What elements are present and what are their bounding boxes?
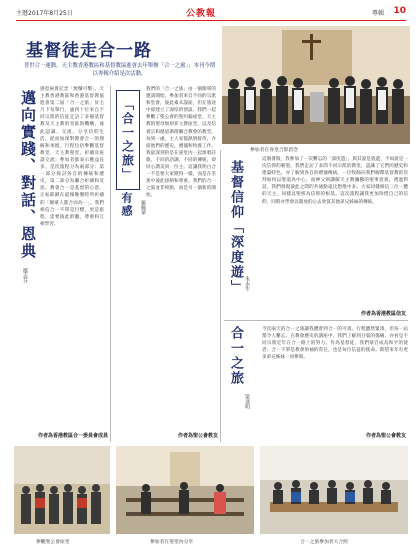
group-meeting-photo (260, 446, 408, 534)
bottom-left-photo (14, 446, 110, 534)
main-subhead: 普世合一運動，天主教香港教區和基督教協進會去年舉辦「合一之旅」；本刊今期以專輯介紹是次活動。 (23, 63, 216, 77)
bottom-article-title: 合一之旅 (228, 326, 243, 386)
left-article-credit: 作者為香港教區合一委員會成員 (37, 433, 108, 439)
bottom-article-author: 梁達明 (244, 394, 250, 409)
bottom-mid-caption: 參加者在聖堂內分享 (150, 540, 194, 545)
main-headline: 基督徒走合一路 (26, 41, 152, 61)
left-article-author: 鄒志芬 (22, 268, 28, 283)
right-divider (224, 320, 408, 321)
right-article-author: 朱永生 (244, 276, 250, 291)
church-visit-photo (14, 446, 110, 534)
right-article-title: 基督信仰「深度遊」 (228, 160, 243, 295)
mid-article-author: 羅佩華 (140, 200, 146, 215)
column-divider (110, 86, 111, 442)
mid-article-body-a: 我們的「合一之旅」由一個簡單的邀請開始。參加者來自不同的宗派和堂會，彼此素未謀面，但在旅途中卻建立了深厚的情誼。我們一起參觀了聖公會的聖約翰座堂、天主教的聖母無原罪主教座堂，以及信義宗和循道衛理聯合教會的教堂。每到一處，主人家都熱情接待，介紹他們的歷史、禮儀和牧養工作。我最深刻的是在座堂內一起頌唱詩歌，不同的語調、不同的傳統，卻同心讚美同一位主。這讓我明白合一不是要大家變得一樣，而是在差異中彼此接納和尊重。我們的合一之旅並非終點，而是另一個新的開始。 (146, 87, 216, 199)
mid-article-credit: 作者為聖公會教友 (177, 433, 218, 439)
right-article-credit: 作者為香港教區信友 (360, 311, 406, 317)
page-label: 專輯 (371, 10, 384, 17)
bottom-right-caption: 合一之旅參加者大合照 (300, 540, 348, 545)
bottom-right-photo (260, 446, 408, 534)
page-header (16, 6, 406, 20)
left-article-title: 邁向實踐、對話、恩典 (19, 90, 37, 260)
church-group-photo (222, 26, 410, 144)
bottom-mid-photo (116, 446, 254, 534)
top-photo-caption: 參加者在各堂合影留念 (250, 148, 298, 153)
bottom-article-body: 今次兩天的合一之旅讓我體會到合一的可貴。行程雖然緊湊，但每一站都令人難忘。在教會歷史的講座中，我們了解到分裂的傷痛，亦看見不同宗派近年在合一路上的努力。作為基督徒，我們蒙召成為和平的使者；合一不單是教會領袖的責任，也是每位信徒的使命。期望來年有更多弟兄姊妹一同參與。 (262, 327, 408, 361)
bottom-left-caption: 參觀聖公會座堂 (36, 540, 70, 545)
right-article-body: 這個暑假，我參加了一次難忘的「深度遊」。與其說是旅遊，不如說是一次信仰的朝聖。我們走訪了多間不同宗派的教堂，認識了它們的歷史和建築特色，亦了解到各自的禮儀傳統。一位牧師向我們解釋基督教的崇拜如何以聖道為中心，而神父則講解天主教彌撒的聖事意義。透過對話，我們發現彼此之間的共通點遠比想像中多。大家同樣相信三位一體的天主，同樣以聖經為信仰的根基。這次旅程讓我更加珍惜自己的信仰，同時亦學會以開放的心去欣賞其他弟兄姊妹的傳統。 (262, 157, 408, 205)
issue-date: 主曆2017年8月25日 (16, 10, 73, 17)
mid-article-title-suffix: 有感 (120, 192, 133, 218)
page-number: 10 (393, 6, 406, 16)
bottom-article-credit: 作者為聖公會教友 (365, 433, 406, 439)
group-photo-top (222, 26, 410, 144)
left-article-body: 感恩兩會記念「無懈可擊」，天主教香港教區和香港基督教協進會第二屆「合一之旅」於七月下旬舉行，逾四十位來自不同宗派的信徒走訪了多個基督教及天主教的堂區與機構，彼此認識、交流、分享信仰生活，從而加深對教會合一的理解和承擔。行程包括參觀基督教堂、天主教聖堂、祈禱及座談交流；參加者都表示獲益良多。是次旅程分為兩部分：第一部分探討各自的傳統和歷史，第二部分為聯合祈禱和反思。教會合一是基督的心意，正如耶穌在最後晚餐時所祈禱的「願眾人都合而為一」。我們相信合一不單是目標，更是旅程，需要彼此聆聽、尊重和互相學習。 (40, 87, 104, 227)
column-divider-2 (220, 150, 221, 442)
header-rule (16, 20, 406, 21)
mid-article-title-box (116, 90, 140, 190)
mid-article-title: 「合一之旅」 (120, 98, 135, 182)
section-name: 公教報 (186, 9, 217, 19)
church-interior-photo (116, 446, 254, 534)
